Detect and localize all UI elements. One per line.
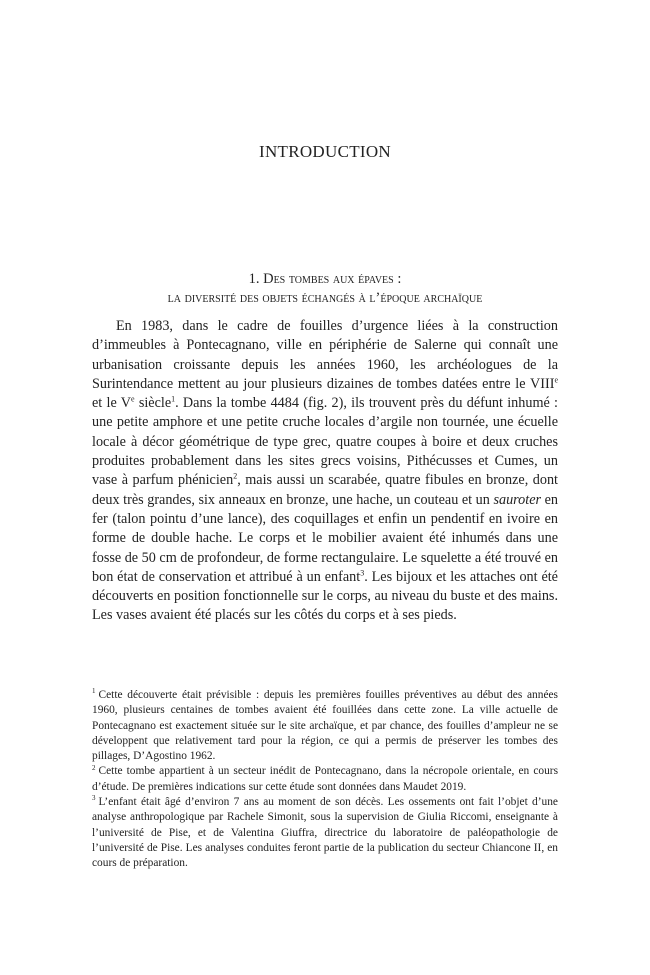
body-paragraph: [92, 317, 558, 626]
body-text-part: . Les bijoux et les attaches ont été découverts en position fonctionnelle sur le corps, au niveau du buste et des mains. Les vases avaient été placés sur les côtés du corps et à ses pieds.: [92, 568, 558, 624]
section-heading: [92, 270, 558, 308]
superscript: e: [554, 375, 558, 385]
footnote-ref-3[interactable]: 3: [360, 568, 365, 578]
page-title: INTRODUCTION: [258, 142, 392, 161]
footnote-text: Cette tombe appartient à un secteur inédit de Pontecagnano, dans la nécropole orientale, en cours d’étude. De premières indications sur cette étude sont données dans Maudet 2019.: [92, 765, 558, 793]
footnotes: [92, 688, 558, 872]
body-text-part: en fer (talon pointu d’une lance), des coquillages et enfin un pendentif en ivoire en forme de double hache. Le corps et le mobilier avaient été inhumés dans une fosse de 50 cm de profondeur, de forme rectangulaire. Le squelette a été trouvé en bon état de conservation et attribué à un enfant: [92, 491, 558, 585]
footnote-1: [92, 688, 558, 764]
body-text-part: En 1983, dans le cadre de fouilles d’urgence liées à la construction d’immeubles à Pontecagnano, ville en périphérie de Salerne qui connaît une urbanisation croissante depuis les années 1960, les archéologues de la Surintendance mettent au jour plusieurs dizaines de tombes datées entre le VIII: [92, 318, 558, 392]
footnote-number: 1: [92, 687, 96, 696]
footnote-2: [92, 764, 558, 795]
footnote-text: L’enfant était âgé d’environ 7 ans au moment de son décès. Les ossements ont fait l’objet d’une analyse anthropologique par Rachele Simonit, sous la supervision de Giulia Riccomi, enseignante à l’université de Pise, et de Valentina Giuffra, directrice du laboratoire de paléopathologie de l’université de Pise. Les analyses conduites feront partie de la publication du secteur Chiancone II, en cours de préparation.: [92, 796, 558, 870]
footnote-ref-1[interactable]: 1: [171, 394, 176, 404]
section-heading-line1: 1. Des tombes aux épaves :: [248, 271, 402, 287]
body-text-part: . Dans la tombe 4484 (fig. 2), ils trouvent près du défunt inhumé : une petite amphore et une petite cruche locales d’argile non tournée, une écuelle locale à décor géométrique de type grec, quatre coupes à boire et deux cruches produites probablement dans les sites grecs voisins, Pithécusses et Cumes, un vase à parfum phénicien: [92, 395, 558, 489]
body-text-part: siècle: [134, 395, 172, 412]
footnote-3: [92, 795, 558, 871]
footnote-number: 3: [92, 794, 96, 803]
footnote-text: Cette découverte était prévisible : depuis les premières fouilles préventives au début des années 1960, plusieurs centaines de tombes avaient été fouillées dans cette zone. La ville actuelle de Pontecagnano est exactement située sur le site archaïque, et par chance, des fouilles d’ampleur ne se développent que relativement tard pour la région, ce qui a permis de préserver les tombes des pillages, D’Agostino 1962.: [92, 689, 558, 763]
body-text-part: et le V: [92, 395, 131, 412]
superscript: e: [131, 394, 135, 404]
footnote-number: 2: [92, 763, 96, 772]
body-text-part: , mais aussi un scarabée, quatre fibules en bronze, dont deux très grandes, six anneaux en bronze, une hache, un couteau et un: [92, 472, 558, 508]
footnote-ref-2[interactable]: 2: [233, 471, 238, 481]
italic-term: sauroter: [493, 491, 542, 508]
section-heading-line2: la diversité des objets échangés à l’époque archaïque: [167, 290, 483, 306]
